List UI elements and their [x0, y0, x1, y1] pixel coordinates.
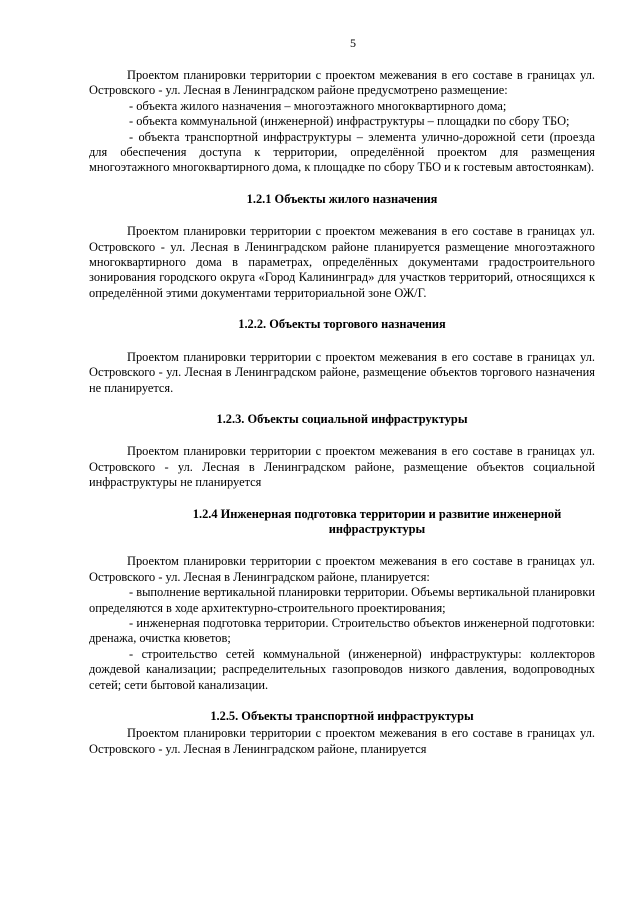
page-number: 5: [350, 36, 356, 50]
section-paragraph-residential: Проектом планировки территории с проектом межевания в его составе в границах ул. Островского - ул. Лесная в Ленинградском районе планируется размещение многоэтажного многоквартирного дома в параметрах, определённых документами градостроительного зонирования городского округа «Город Калининград» для участков территорий, относящихся к определённой этими документами территориальной зоне ОЖ/Г.: [89, 224, 595, 300]
section-paragraph-trade: Проектом планировки территории с проектом межевания в его составе в границах ул. Островского - ул. Лесная в Ленинградском районе, размещение объектов торгового назначения не планируется.: [89, 349, 595, 395]
section-paragraph-social: Проектом планировки территории с проектом межевания в его составе в границах ул. Островского - ул. Лесная в Ленинградском районе, размещение объектов социальной инфраструктуры не планируется: [89, 444, 595, 490]
list-item: - объекта коммунальной (инженерной) инфраструктуры – площадки по сбору ТБО;: [129, 114, 570, 129]
section-paragraph-engineering: Проектом планировки территории с проектом межевания в его составе в границах ул. Островского - ул. Лесная в Ленинградском районе, планируется:: [89, 554, 595, 584]
list-item: - выполнение вертикальной планировки территории. Объемы вертикальной планировки определяются в ходе архитектурно-строительного проектирования;: [89, 585, 595, 615]
section-heading-residential: 1.2.1 Объекты жилого назначения: [246, 191, 438, 206]
document-page: [89, 36, 595, 757]
section-paragraph-transport: Проектом планировки территории с проектом межевания в его составе в границах ул. Островского - ул. Лесная в Ленинградском районе, планируется: [89, 726, 595, 756]
list-item: - инженерная подготовка территории. Строительство объектов инженерной подготовки: дренажа, очистка кюветов;: [89, 615, 595, 646]
list-item: - объекта транспортной инфраструктуры – элемента улично-дорожной сети (проезда для обеспечения доступа к территории, определённой проектом для размещения многоэтажного многоквартирного дома, к площадке по сбору ТБО и к гостевым автостоянкам).: [89, 129, 595, 175]
section-heading-engineering: 1.2.4 Инженерная подготовка территории и развитие инженерной инфраструктуры: [192, 506, 562, 536]
list-item: - строительство сетей коммунальной (инженерной) инфраструктуры: коллекторов дождевой канализации; распределительных газопроводов низкого давления, водопроводных сетей; сети бытовой канализации.: [89, 646, 595, 692]
list-item: - объекта жилого назначения – многоэтажного многоквартирного дома;: [129, 98, 507, 113]
section-heading-trade: 1.2.2. Объекты торгового назначения: [238, 317, 446, 332]
section-heading-social: 1.2.3. Объекты социальной инфраструктуры: [216, 411, 468, 426]
section-heading-transport: 1.2.5. Объекты транспортной инфраструктуры: [210, 709, 474, 723]
intro-paragraph: Проектом планировки территории с проектом межевания в его составе в границах ул. Островского - ул. Лесная в Ленинградском районе предусмотрено размещение:: [89, 68, 595, 98]
